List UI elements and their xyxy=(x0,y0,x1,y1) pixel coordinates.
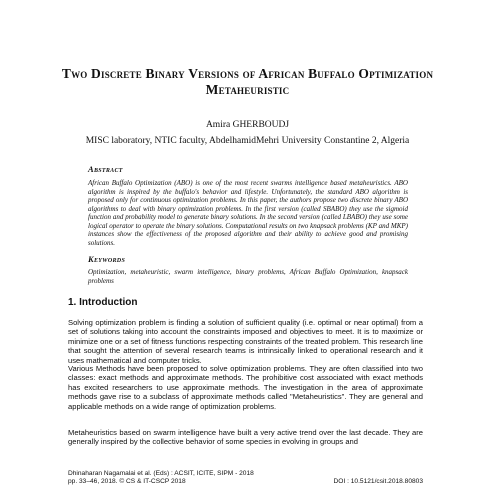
intro-paragraph: Various Methods have been proposed to solve optimization problems. They are often classified into two classes: exact methods and approximate methods. The prohibitive cost associated with exact methods has excited researchers to use approximate methods. The investigation in the area of approximate methods gave rise to a subclass of approximate methods called "Metaheuristics". They are general and applicable methods on a wide range of optimization problems. xyxy=(68,364,423,411)
section-heading-introduction: 1. Introduction xyxy=(68,297,138,308)
intro-paragraph: Solving optimization problem is finding a solution of sufficient quality (i.e. optimal or near optimal) from a set of solutions taking into account the constraints imposed and objectives to meet. It is to maximize or minimize one or a set of fitness functions respecting constraints of the treated problem. This research line that sought the attention of several research teams is intrinsically linked to operational research and it uses mathematical and computer tricks. xyxy=(68,318,423,365)
intro-paragraph: Metaheuristics based on swarm intelligence have built a very active trend over the last decade. They are generally inspired by the collective behavior of some species in evolving in groups and xyxy=(68,428,423,447)
abstract-text: African Buffalo Optimization (ABO) is one of the most recent swarms intelligence based metaheuristics. ABO algorithm is inspired by the buffalo's behavior and lifestyle. Unfortunately, the standard ABO algorithm is proposed only for continuous optimization problems. In this paper, the authors propose two discrete binary ABO algorithms to deal with binary optimization problems. In the first version (called SBABO) they use the sigmoid function and probability model to generate binary solutions. In the second version (called LBABO) they use some logical operator to operate the binary solutions. Computational results on two knapsack problems (KP and MKP) instances show the effectiveness of the proposed algorithm and their ability to achieve good and promising solutions. xyxy=(88,179,408,247)
paper-title: Two Discrete Binary Versions of African Buffalo Optimization Metaheuristic xyxy=(61,66,434,97)
footer-proceedings: Dhinaharan Nagamalai et al. (Eds) : ACSIT, ICITE, SIPM - 2018 xyxy=(68,470,254,477)
abstract-heading: Abstract xyxy=(88,164,123,174)
keywords-heading: Keywords xyxy=(88,254,126,264)
footer-pages-copyright: pp. 33–46, 2018. © CS & IT-CSCP 2018 xyxy=(68,478,186,486)
author-affiliation: MISC laboratory, NTIC faculty, AbdelhamidMehri University Constantine 2, Algeria xyxy=(85,136,410,146)
author-name: Amira GHERBOUDJ xyxy=(205,120,290,130)
footer-doi: DOI : 10.5121/csit.2018.80803 xyxy=(333,478,423,486)
keywords-text: Optimization, metaheuristic, swarm intelligence, binary problems, African Buffalo Optimization, knapsack problems xyxy=(88,268,408,285)
page-footer xyxy=(68,470,423,487)
